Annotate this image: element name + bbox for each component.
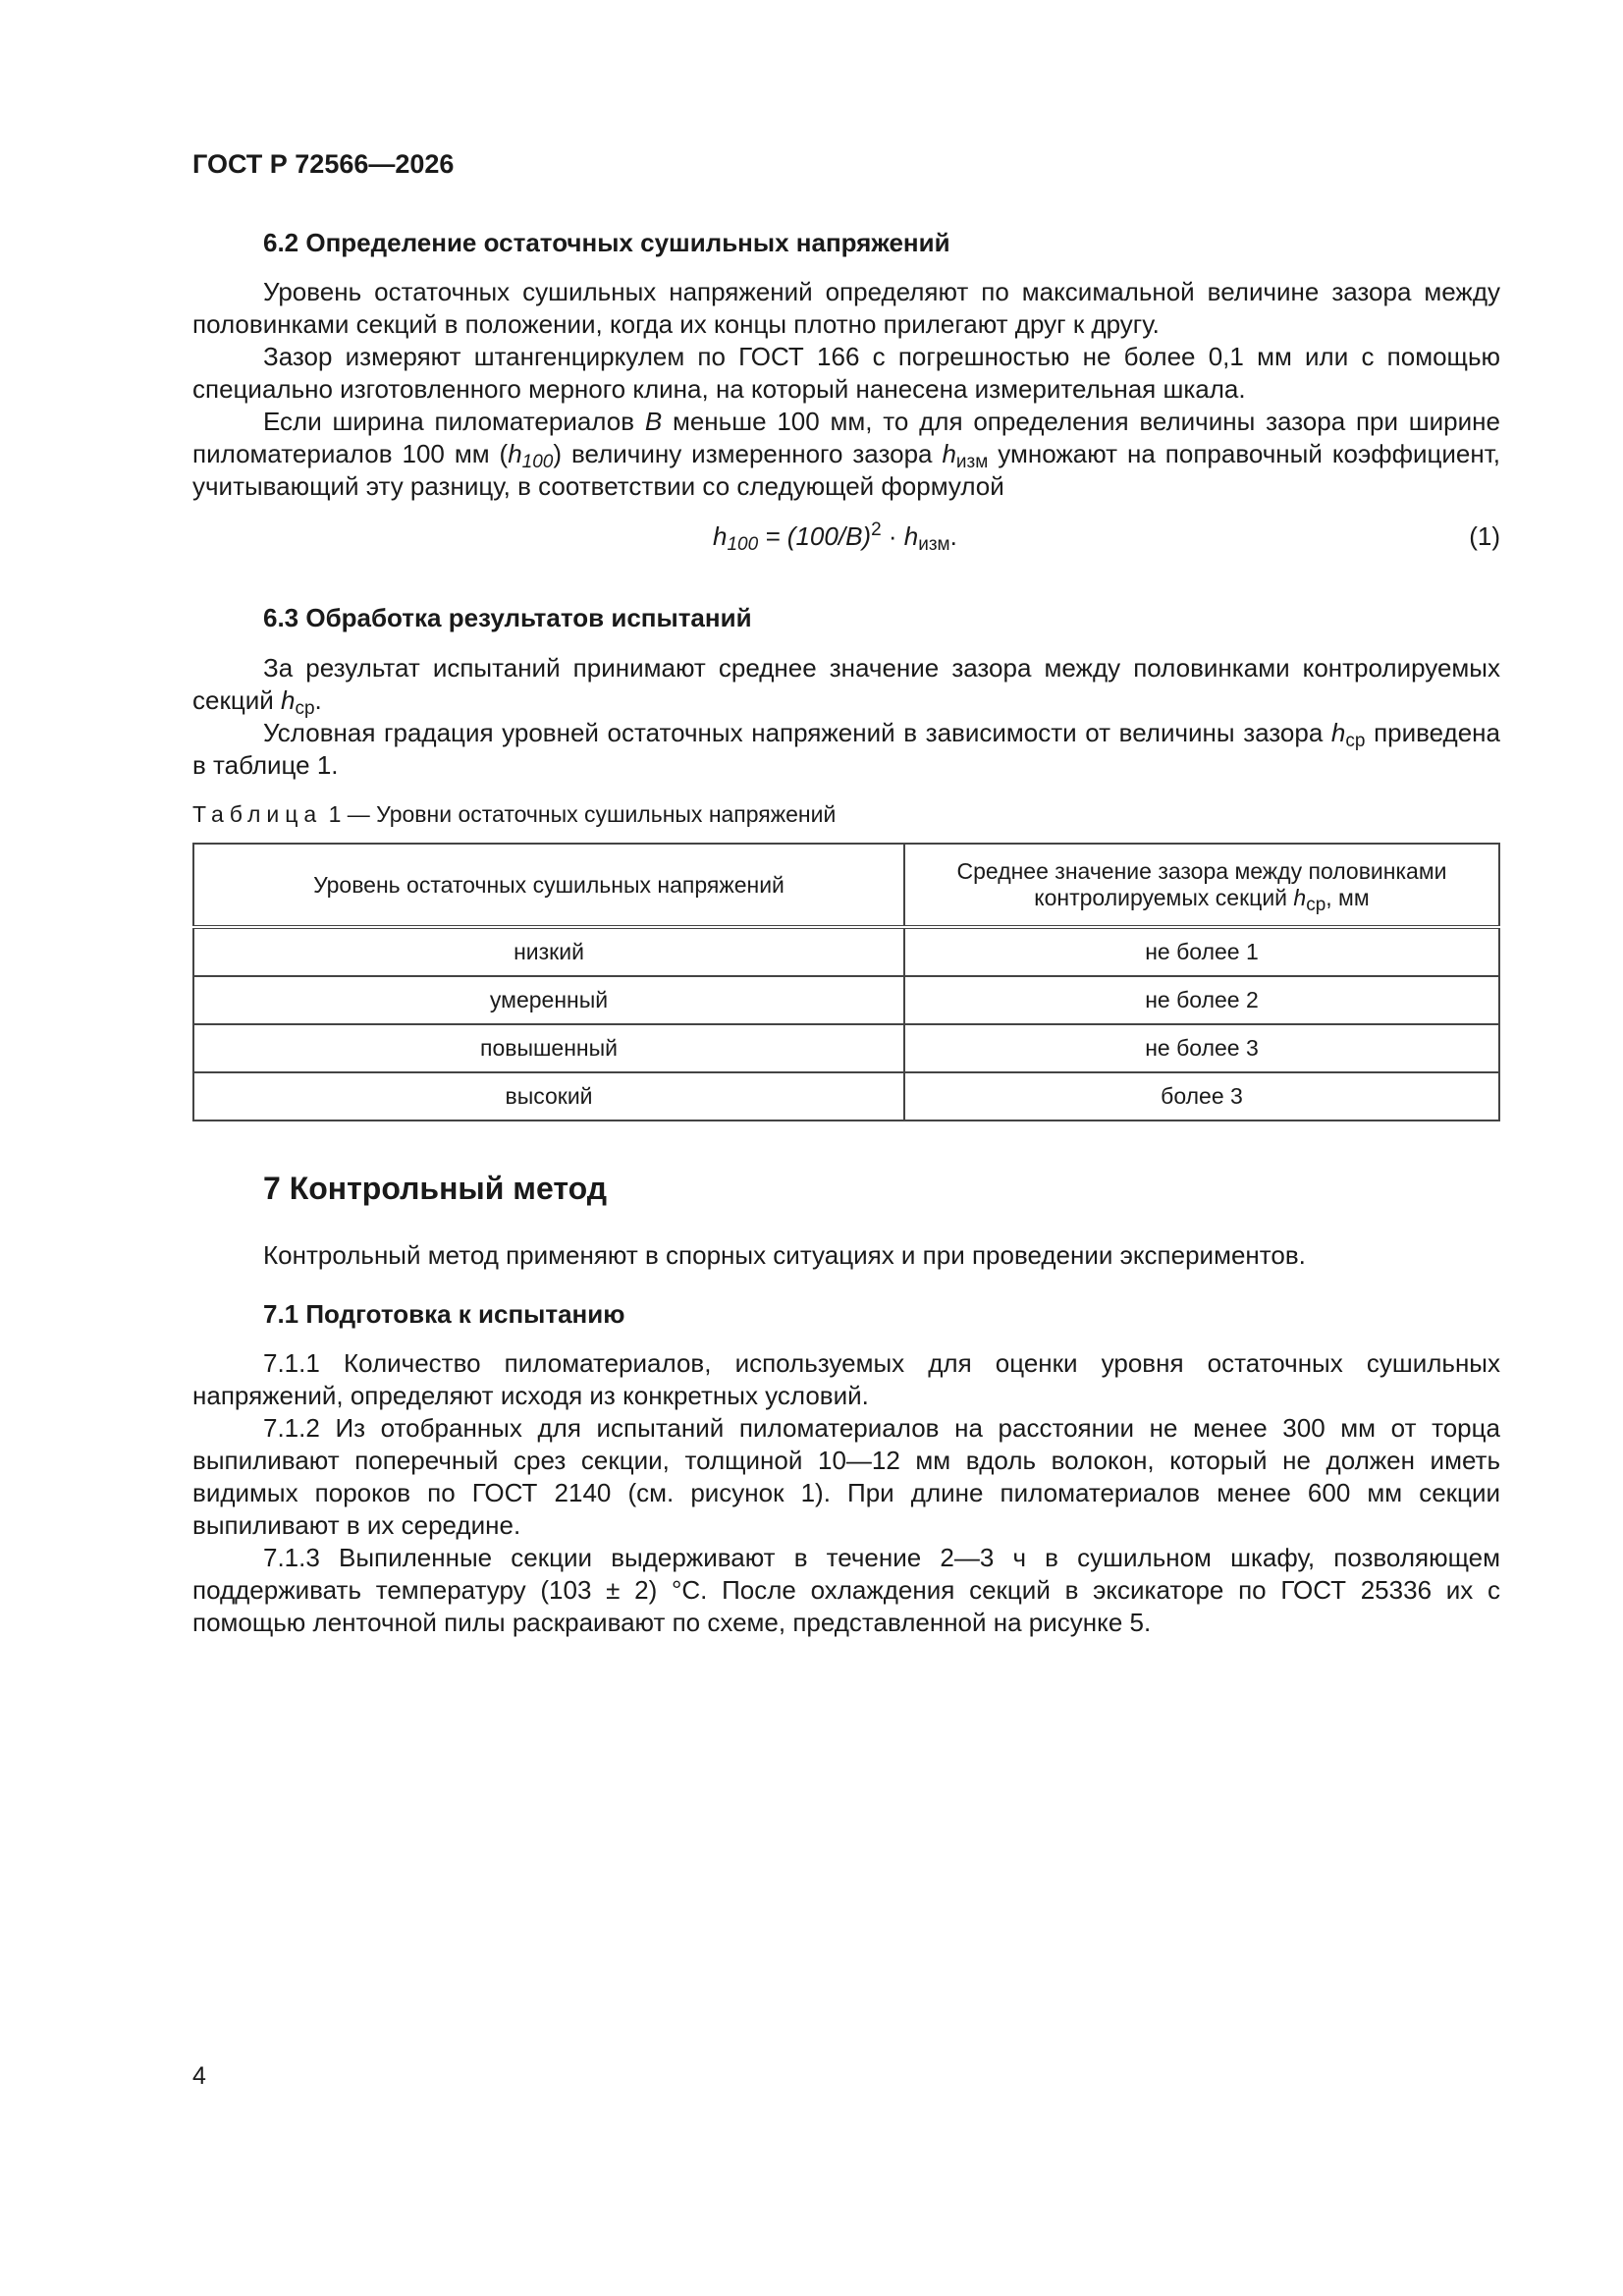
table-row [193,1072,1499,1121]
section-6-2-body [192,276,1500,503]
table-row [193,1024,1499,1072]
table-row [193,927,1499,976]
section-7-1-body [192,1347,1500,1639]
cell-value: более 3 [904,1072,1499,1121]
table-header-row [193,844,1499,927]
section-7-1-title: 7.1 Подготовка к испытанию [263,1299,625,1329]
paragraph: Если ширина пиломатериалов B меньше 100 мм, то для определения величины зазора при ширине пиломатериалов 100 мм $(h_{100})$ величину измеренного зазора $h_{изм}$ умножают на поправочный коэффициент, учитывающий эту разницу, в соответствии со следующей формулой [192,407,1500,501]
cell-level: умеренный [193,976,904,1024]
cell-level: высокий [193,1072,904,1121]
paragraph: Контрольный метод применяют в спорных ситуациях и при проведении экспериментов. [263,1240,1306,1270]
formula-number: (1) [1469,521,1500,551]
table-row [193,976,1499,1024]
paragraph: За результат испытаний принимают среднее значение зазора между половинками контролируемых секций $h_{ср}$. [192,653,1500,719]
page-number: 4 [192,2062,206,2090]
cell-level: повышенный [193,1024,904,1072]
paragraph: Условная градация уровней остаточных напряжений в зависимости от величины зазора $h_{ср}$ приведена в таблице 1. [192,718,1500,780]
cell-value: не более 2 [904,976,1499,1024]
section-6-3-title: 6.3 Обработка результатов испытаний [263,603,752,632]
section-7-title: 7 Контрольный метод [263,1171,608,1206]
column-header-level: Уровень остаточных сушильных напряжений [193,844,904,927]
levels-table [192,843,1500,1121]
cell-level: низкий [193,927,904,976]
document-code: ГОСТ Р 72566—2026 [192,149,455,179]
paragraph: Зазор измеряют штангенциркулем по ГОСТ 166 с погрешностью не более 0,1 мм или с помощью специально изготовленного мерного клина, на который нанесена измерительная шкала. [192,342,1500,404]
cell-value: не более 3 [904,1024,1499,1072]
cell-value: не более 1 [904,927,1499,976]
section-6-2-title: 6.2 Определение остаточных сушильных напряжений [263,228,950,257]
section-6-3-body [192,652,1500,782]
section-7-body [192,1239,1500,1272]
column-header-gap: Среднее значение зазора между половинками контролируемых секций $h_{ср}$, мм [904,844,1499,927]
paragraph: Уровень остаточных сушильных напряжений определяют по максимальной величине зазора между половинками секций в положении, когда их концы плотно прилегают друг к другу. [192,277,1500,339]
paragraph-7-1-3: 7.1.3 Выпиленные секции выдерживают в течение 2—3 ч в сушильном шкафу, позволяющем поддерживать температуру (103 ± 2) °C. После охлаждения секций в эксикаторе по ГОСТ 25336 их с помощью ленточной пилы раскраивают по схеме, представленной на рисунке 5. [192,1543,1500,1637]
paragraph-7-1-1: 7.1.1 Количество пиломатериалов, используемых для оценки уровня остаточных сушильных напряжений, определяют исходя из конкретных условий. [192,1348,1500,1410]
paragraph-7-1-2: 7.1.2 Из отобранных для испытаний пиломатериалов на расстоянии не менее 300 мм от торца выпиливают поперечный срез секции, толщиной 10—12 мм вдоль волокон, который не должен иметь видимых пороков по ГОСТ 2140 (см. рисунок 1). При длине пиломатериалов менее 600 мм секции выпиливают в их середине. [192,1413,1500,1540]
formula-expression: $h_{100} = (100/B)^2 \cdot h_{изм}$. [713,519,957,555]
table-caption: Таблица 1 — Уровни остаточных сушильных напряжений [192,801,837,827]
